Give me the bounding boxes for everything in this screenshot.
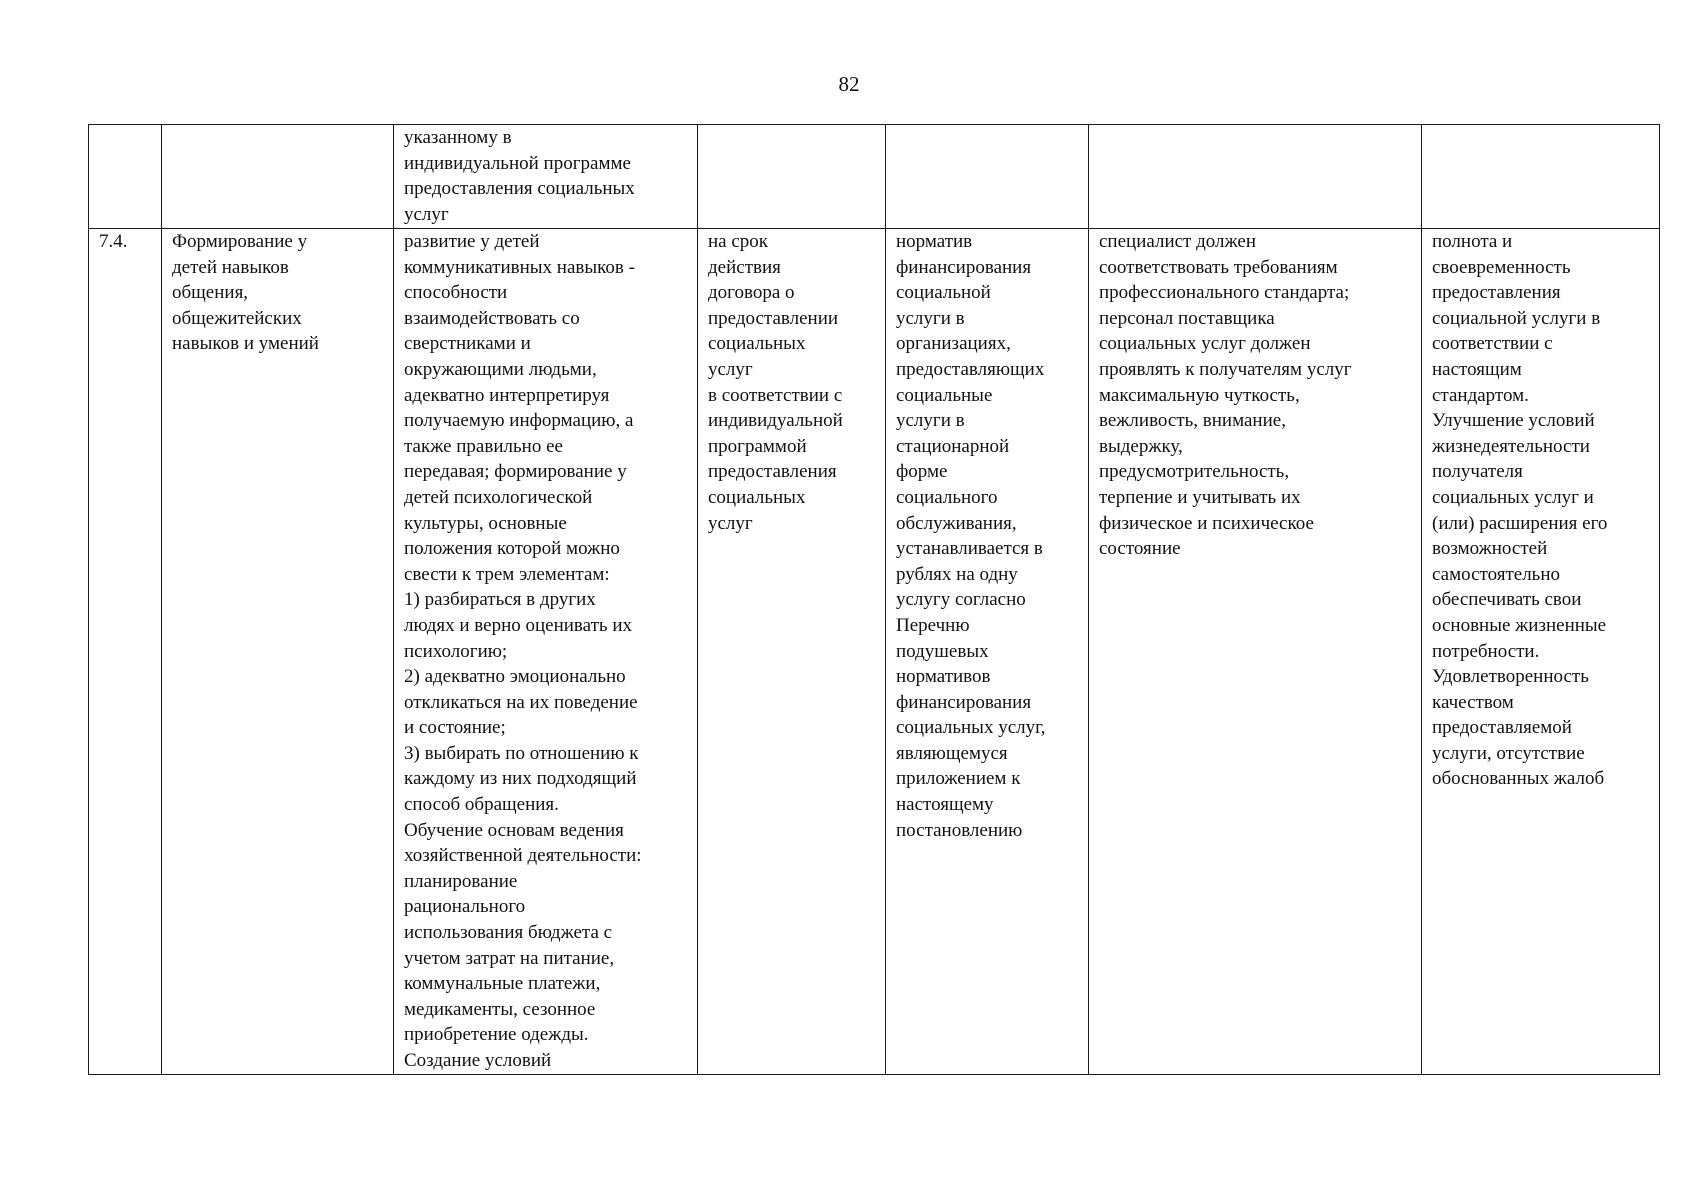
- row-number: 7.4.: [99, 231, 128, 252]
- text-line: вежливость, внимание,: [1099, 410, 1286, 432]
- text-line: услуги, отсутствие: [1432, 742, 1585, 764]
- text-line: жизнедеятельности: [1432, 435, 1590, 457]
- text-line: приложением к: [896, 768, 1021, 790]
- text-line: социальных: [708, 333, 806, 355]
- text-line: настоящим: [1432, 358, 1522, 380]
- text-line: услуг: [708, 512, 753, 534]
- text-line: окружающими людьми,: [404, 358, 597, 380]
- text-line: договора о: [708, 282, 795, 304]
- text-line: услуги в: [896, 410, 965, 432]
- text-line: предоставления: [1432, 282, 1561, 304]
- text-line: способности: [404, 282, 508, 304]
- text-line: развитие у детей: [404, 231, 540, 252]
- cell-description: [394, 229, 698, 1075]
- text-line: 2) адекватно эмоционально: [404, 666, 626, 688]
- text-line: положения которой можно: [404, 538, 620, 560]
- text-line: полнота и: [1432, 231, 1513, 252]
- text-line: социального: [896, 486, 998, 508]
- text-line: обеспечивать свои: [1432, 589, 1582, 611]
- text-line: сверстниками и: [404, 333, 531, 355]
- text-line: медикаменты, сезонное: [404, 998, 596, 1020]
- text-line: предоставляющих: [896, 358, 1045, 380]
- text-line: предоставляемой: [1432, 717, 1572, 739]
- text-line: общения,: [172, 282, 249, 304]
- table-row-7-4: [89, 229, 1660, 1075]
- cell-description: [394, 125, 698, 229]
- text-line: персонал поставщика: [1099, 307, 1275, 329]
- cell-evaluation: [1422, 229, 1660, 1075]
- text-line: предоставления: [708, 461, 837, 483]
- text-line: соответствовать требованиям: [1099, 256, 1338, 278]
- text-line: социальных услуг и: [1432, 486, 1594, 508]
- text-line: указанному в: [404, 127, 512, 148]
- text-line: организациях,: [896, 333, 1011, 355]
- text-line: социальной: [896, 282, 991, 304]
- cell-number: [89, 229, 162, 1075]
- text-line: финансирования: [896, 256, 1032, 278]
- text-line: общежитейских: [172, 307, 302, 329]
- text-line: профессионального стандарта;: [1099, 282, 1350, 304]
- text-line: взаимодействовать со: [404, 307, 580, 329]
- text-line: предоставлении: [708, 307, 839, 329]
- text-line: детей навыков: [172, 256, 289, 278]
- text-line: социальной услуги в: [1432, 307, 1601, 329]
- cell-term: [698, 125, 886, 229]
- text-line: норматив: [896, 231, 973, 252]
- text-line: также правильно ее: [404, 435, 563, 457]
- text-line: состояние: [1099, 538, 1181, 560]
- text-line: услуги в: [896, 307, 965, 329]
- text-line: услуг: [708, 358, 753, 380]
- text-line: Удовлетворенность: [1432, 666, 1589, 688]
- text-line: учетом затрат на питание,: [404, 947, 615, 969]
- text-line: предусмотрительность,: [1099, 461, 1290, 483]
- text-line: подушевых: [896, 640, 989, 662]
- cell-funding: [886, 125, 1089, 229]
- text-line: потребности.: [1432, 640, 1540, 662]
- text-line: психологию;: [404, 640, 508, 662]
- text-line: стандартом.: [1432, 384, 1529, 406]
- text-line: (или) расширения его: [1432, 512, 1608, 534]
- text-line: передавая; формирование у: [404, 461, 627, 483]
- text-line: использования бюджета с: [404, 922, 613, 944]
- cell-service-name: [162, 229, 394, 1075]
- text-line: обслуживания,: [896, 512, 1017, 534]
- text-line: индивидуальной программе: [404, 152, 631, 174]
- text-line: детей психологической: [404, 486, 593, 508]
- text-line: нормативов: [896, 666, 991, 688]
- text-line: социальных: [708, 486, 806, 508]
- text-line: настоящему: [896, 794, 994, 816]
- text-line: в соответствии с: [708, 384, 843, 406]
- text-line: форме: [896, 461, 948, 483]
- text-line: хозяйственной деятельности:: [404, 845, 642, 867]
- text-line: проявлять к получателям услуг: [1099, 358, 1352, 380]
- text-line: получаемую информацию, а: [404, 410, 634, 432]
- text-line: индивидуальной: [708, 410, 843, 432]
- text-line: самостоятельно: [1432, 563, 1561, 585]
- text-line: устанавливается в: [896, 538, 1043, 560]
- text-line: Формирование у: [172, 231, 308, 252]
- text-line: свести к трем элементам:: [404, 563, 610, 585]
- text-line: каждому из них подходящий: [404, 768, 637, 790]
- text-line: физическое и психическое: [1099, 512, 1314, 534]
- text-line: являющемуся: [896, 742, 1008, 764]
- text-line: соответствии с: [1432, 333, 1553, 355]
- text-line: Перечню: [896, 614, 970, 636]
- text-line: рублях на одну: [896, 563, 1018, 585]
- text-line: выдержку,: [1099, 435, 1183, 457]
- text-line: Обучение основам ведения: [404, 819, 624, 841]
- text-line: 3) выбирать по отношению к: [404, 742, 639, 764]
- text-line: Создание условий: [404, 1050, 552, 1071]
- text-line: качеством: [1432, 691, 1514, 713]
- text-line: своевременность: [1432, 256, 1571, 278]
- text-line: социальных услуг,: [896, 717, 1046, 739]
- cell-requirements: [1089, 229, 1422, 1075]
- text-line: Улучшение условий: [1432, 410, 1595, 432]
- cell-term: [698, 229, 886, 1075]
- text-line: финансирования: [896, 691, 1032, 713]
- text-line: социальные: [896, 384, 993, 406]
- cell-requirements: [1089, 125, 1422, 229]
- text-line: адекватно интерпретируя: [404, 384, 610, 406]
- text-line: терпение и учитывать их: [1099, 486, 1301, 508]
- text-line: на срок: [708, 231, 769, 252]
- text-line: социальных услуг должен: [1099, 333, 1311, 355]
- text-line: программой: [708, 435, 807, 457]
- cell-evaluation: [1422, 125, 1660, 229]
- text-line: максимальную чуткость,: [1099, 384, 1300, 406]
- table-row-continuation: [89, 125, 1660, 229]
- text-line: основные жизненные: [1432, 614, 1607, 636]
- text-line: откликаться на их поведение: [404, 691, 638, 713]
- text-line: культуры, основные: [404, 512, 567, 534]
- cell-funding: [886, 229, 1089, 1075]
- text-line: рационального: [404, 896, 526, 918]
- text-line: возможностей: [1432, 538, 1548, 560]
- text-line: услуг: [404, 203, 449, 225]
- text-line: получателя: [1432, 461, 1523, 483]
- text-line: 1) разбираться в других: [404, 589, 596, 611]
- cell-service-name: [162, 125, 394, 229]
- text-line: услугу согласно: [896, 589, 1026, 611]
- text-line: людях и верно оценивать их: [404, 614, 632, 636]
- text-line: действия: [708, 256, 781, 278]
- text-line: коммунальные платежи,: [404, 973, 601, 995]
- text-line: специалист должен: [1099, 231, 1256, 252]
- text-line: приобретение одежды.: [404, 1024, 589, 1046]
- text-line: предоставления социальных: [404, 178, 635, 200]
- text-line: стационарной: [896, 435, 1010, 457]
- text-line: и состояние;: [404, 717, 506, 739]
- text-line: навыков и умений: [172, 333, 319, 355]
- page-number: 82: [838, 72, 860, 96]
- cell-number: [89, 125, 162, 229]
- text-line: планирование: [404, 870, 518, 892]
- service-standard-table: [88, 124, 1660, 1075]
- text-line: обоснованных жалоб: [1432, 768, 1605, 790]
- text-line: способ обращения.: [404, 794, 559, 816]
- text-line: коммуникативных навыков -: [404, 256, 635, 278]
- text-line: постановлению: [896, 819, 1023, 841]
